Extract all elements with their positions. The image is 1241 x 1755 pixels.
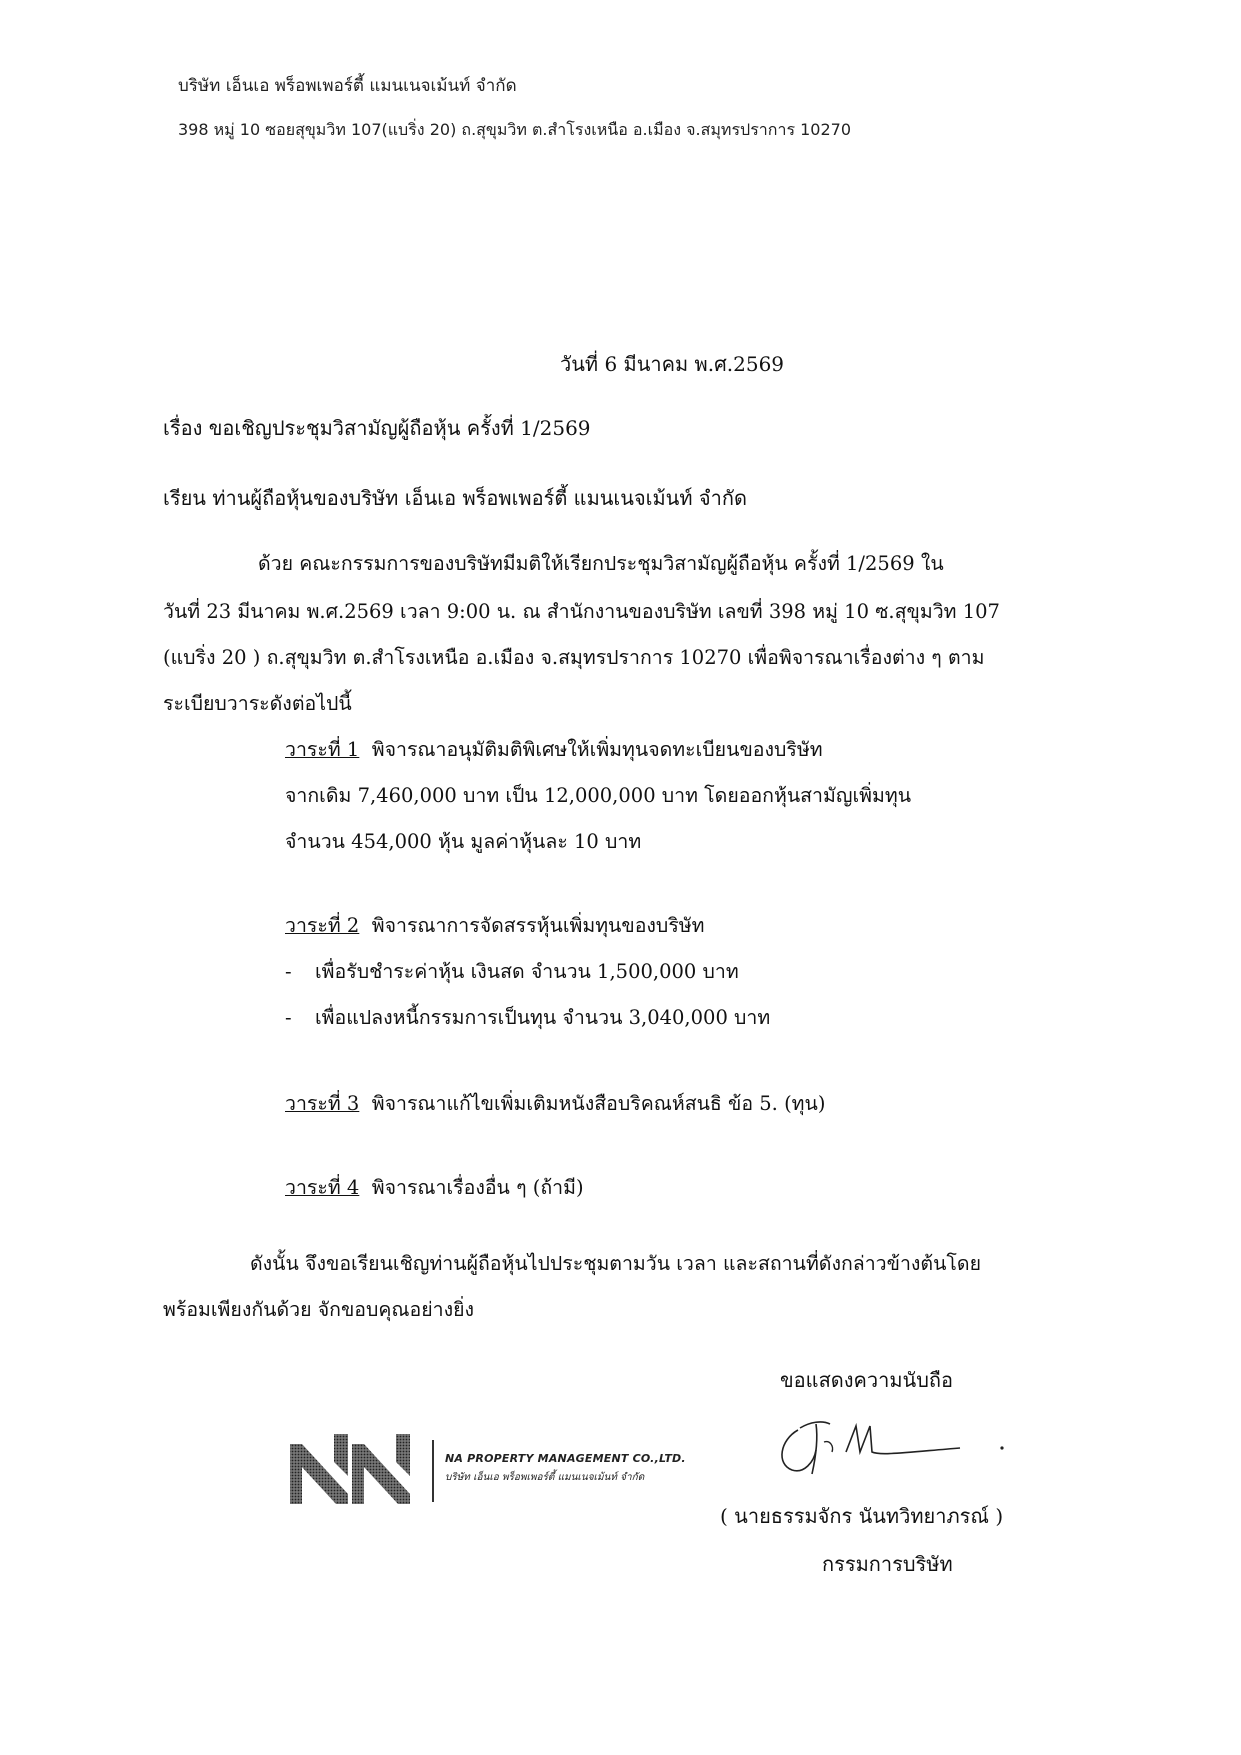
agenda-title: พิจารณาแก้ไขเพิ่มเติมหนังสือบริคณห์สนธิ ข้อ 5. (ทุน) — [371, 1092, 826, 1115]
agenda-bullet-text: เพื่อแปลงหนี้กรรมการเป็นทุน จำนวน 3,040,000 บาท — [315, 1006, 771, 1029]
company-address: 398 หมู่ 10 ซอยสุขุมวิท 107(แบริ่ง 20) ถ.สุขุมวิท ต.สำโรงเหนือ อ.เมือง จ.สมุทรปราการ 10270 — [178, 120, 852, 139]
intro-line: (แบริ่ง 20 ) ถ.สุขุมวิท ต.สำโรงเหนือ อ.เมือง จ.สมุทรปราการ 10270 เพื่อพิจารณาเรื่องต่าง ๆ ตาม — [163, 646, 985, 669]
intro-line: ระเบียบวาระดังต่อไปนี้ — [163, 692, 352, 715]
company-logo — [288, 1432, 428, 1506]
agenda-item-2 — [285, 910, 705, 941]
agenda-detail-line: จำนวน 454,000 หุ้น มูลค่าหุ้นละ 10 บาท — [285, 830, 642, 853]
letter-subject: เรื่อง ขอเชิญประชุมวิสามัญผู้ถือหุ้น ครั้งที่ 1/2569 — [163, 416, 591, 440]
letter-salutation: เรียน ท่านผู้ถือหุ้นของบริษัท เอ็นเอ พร็อพเพอร์ตี้ แมนเนจเม้นท์ จำกัด — [163, 486, 747, 510]
agenda-detail-line: จากเดิม 7,460,000 บาท เป็น 12,000,000 บาท โดยออกหุ้นสามัญเพิ่มทุน — [285, 784, 912, 807]
intro-line: ด้วย คณะกรรมการของบริษัทมีมติให้เรียกประชุมวิสามัญผู้ถือหุ้น ครั้งที่ 1/2569 ใน — [258, 552, 944, 575]
agenda-bullet-text: เพื่อรับชำระค่าหุ้น เงินสด จำนวน 1,500,000 บาท — [315, 960, 739, 983]
regards: ขอแสดงความนับถือ — [780, 1368, 954, 1392]
agenda-title: พิจารณาอนุมัติมติพิเศษให้เพิ่มทุนจดทะเบียนของบริษัท — [371, 738, 823, 761]
signature — [770, 1412, 1020, 1484]
signer-title: กรรมการบริษัท — [822, 1552, 953, 1576]
closing-line: ดังนั้น จึงขอเรียนเชิญท่านผู้ถือหุ้นไปประชุมตามวัน เวลา และสถานที่ดังกล่าวข้างต้นโดย — [250, 1252, 981, 1275]
company-name: บริษัท เอ็นเอ พร็อพเพอร์ตี้ แมนเนจเม้นท์ จำกัด — [178, 76, 517, 96]
logo-name-en: NA PROPERTY MANAGEMENT CO.,LTD. — [445, 1452, 686, 1465]
agenda-label: วาระที่ 3 — [285, 1092, 360, 1115]
agenda-bullet: - เพื่อรับชำระค่าหุ้น เงินสด จำนวน 1,500,000 บาท — [285, 960, 739, 983]
agenda-label: วาระที่ 1 — [285, 738, 360, 761]
intro-line: วันที่ 23 มีนาคม พ.ศ.2569 เวลา 9:00 น. ณ สำนักงานของบริษัท เลขที่ 398 หมู่ 10 ซ.สุขุมวิท 107 — [163, 600, 1000, 623]
agenda-title: พิจารณาการจัดสรรหุ้นเพิ่มทุนของบริษัท — [371, 914, 705, 937]
logo-name-th: บริษัท เอ็นเอ พร็อพเพอร์ตี้ แมนเนจเม้นท์ จำกัด — [445, 1472, 645, 1483]
agenda-title: พิจารณาเรื่องอื่น ๆ (ถ้ามี) — [371, 1176, 584, 1199]
logo-divider — [432, 1440, 434, 1502]
agenda-bullet: - เพื่อแปลงหนี้กรรมการเป็นทุน จำนวน 3,040,000 บาท — [285, 1006, 771, 1029]
agenda-item-1 — [285, 734, 823, 765]
letter-date: วันที่ 6 มีนาคม พ.ศ.2569 — [560, 352, 785, 376]
agenda-item-4 — [285, 1172, 584, 1203]
signer-name: ( นายธรรมจักร นันทวิทยาภรณ์ ) — [720, 1504, 1004, 1528]
agenda-label: วาระที่ 4 — [285, 1176, 360, 1199]
agenda-label: วาระที่ 2 — [285, 914, 360, 937]
agenda-item-3 — [285, 1088, 825, 1119]
closing-line: พร้อมเพียงกันด้วย จักขอบคุณอย่างยิ่ง — [163, 1298, 475, 1321]
